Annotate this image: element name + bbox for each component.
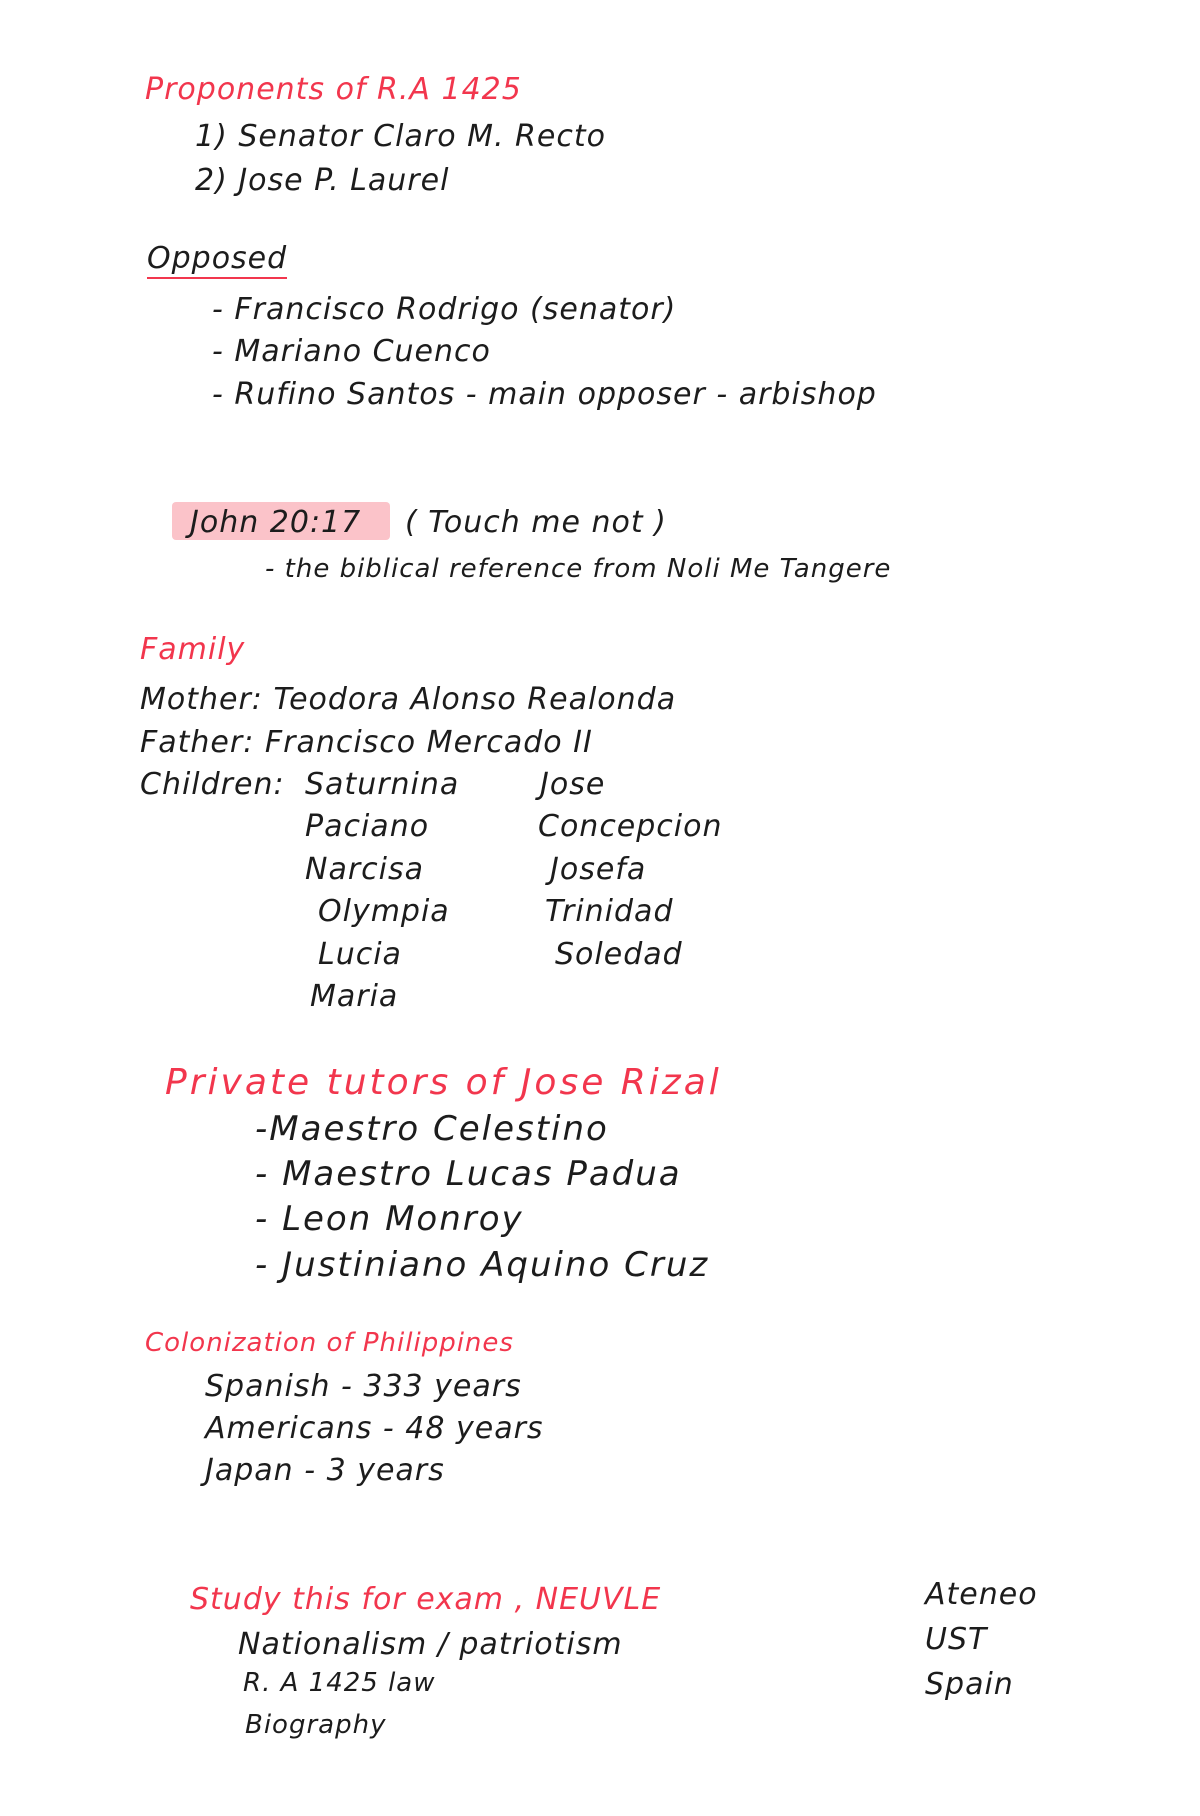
children-label: Children: xyxy=(140,767,285,802)
child-name: Paciano xyxy=(305,809,430,844)
child-name: Josefa xyxy=(550,852,647,887)
tutor-item: - Maestro Lucas Padua xyxy=(255,1154,682,1194)
child-name: Narcisa xyxy=(305,852,425,887)
proponent-item: 1) Senator Claro M. Recto xyxy=(195,119,606,154)
opposed-heading: Opposed xyxy=(147,244,287,279)
opposed-item: - Mariano Cuenco xyxy=(212,334,491,369)
study-heading: Study this for exam , NEUVLE xyxy=(190,1582,662,1617)
child-name: Lucia xyxy=(318,937,402,972)
tutor-item: - Leon Monroy xyxy=(255,1199,524,1239)
colonization-item: Spanish - 333 years xyxy=(205,1369,522,1404)
side-note: UST xyxy=(925,1622,988,1657)
child-name: Jose xyxy=(540,767,606,802)
tutors-heading: Private tutors of Jose Rizal xyxy=(165,1062,722,1103)
tutor-item: -Maestro Celestino xyxy=(255,1109,609,1149)
study-item: R. A 1425 law xyxy=(243,1668,436,1698)
proponent-item: 2) Jose P. Laurel xyxy=(195,163,450,198)
bible-note: - the biblical reference from Noli Me Tangere xyxy=(265,554,892,584)
proponents-heading: Proponents of R.A 1425 xyxy=(145,72,522,107)
family-heading: Family xyxy=(140,632,246,667)
child-name: Saturnina xyxy=(305,767,460,802)
opposed-item: - Rufino Santos - main opposer - arbishop xyxy=(212,377,877,412)
study-item: Nationalism / patriotism xyxy=(238,1627,623,1662)
study-item: Biography xyxy=(245,1710,387,1740)
child-name: Concepcion xyxy=(538,809,723,844)
bible-ref: John 20:17 xyxy=(190,505,362,540)
family-father: Father: Francisco Mercado II xyxy=(140,725,593,760)
family-mother: Mother: Teodora Alonso Realonda xyxy=(140,682,677,717)
side-note: Spain xyxy=(925,1667,1014,1702)
child-name: Soledad xyxy=(555,937,683,972)
opposed-item: - Francisco Rodrigo (senator) xyxy=(212,292,677,327)
tutor-item: - Justiniano Aquino Cruz xyxy=(255,1245,710,1285)
side-note: Ateneo xyxy=(925,1577,1038,1612)
child-name: Olympia xyxy=(318,894,450,929)
child-name: Maria xyxy=(310,979,399,1014)
child-name: Trinidad xyxy=(545,894,674,929)
colonization-item: Americans - 48 years xyxy=(205,1411,544,1446)
bible-meaning: ( Touch me not ) xyxy=(405,505,667,540)
colonization-item: Japan - 3 years xyxy=(205,1453,445,1488)
colonization-heading: Colonization of Philippines xyxy=(145,1328,514,1358)
